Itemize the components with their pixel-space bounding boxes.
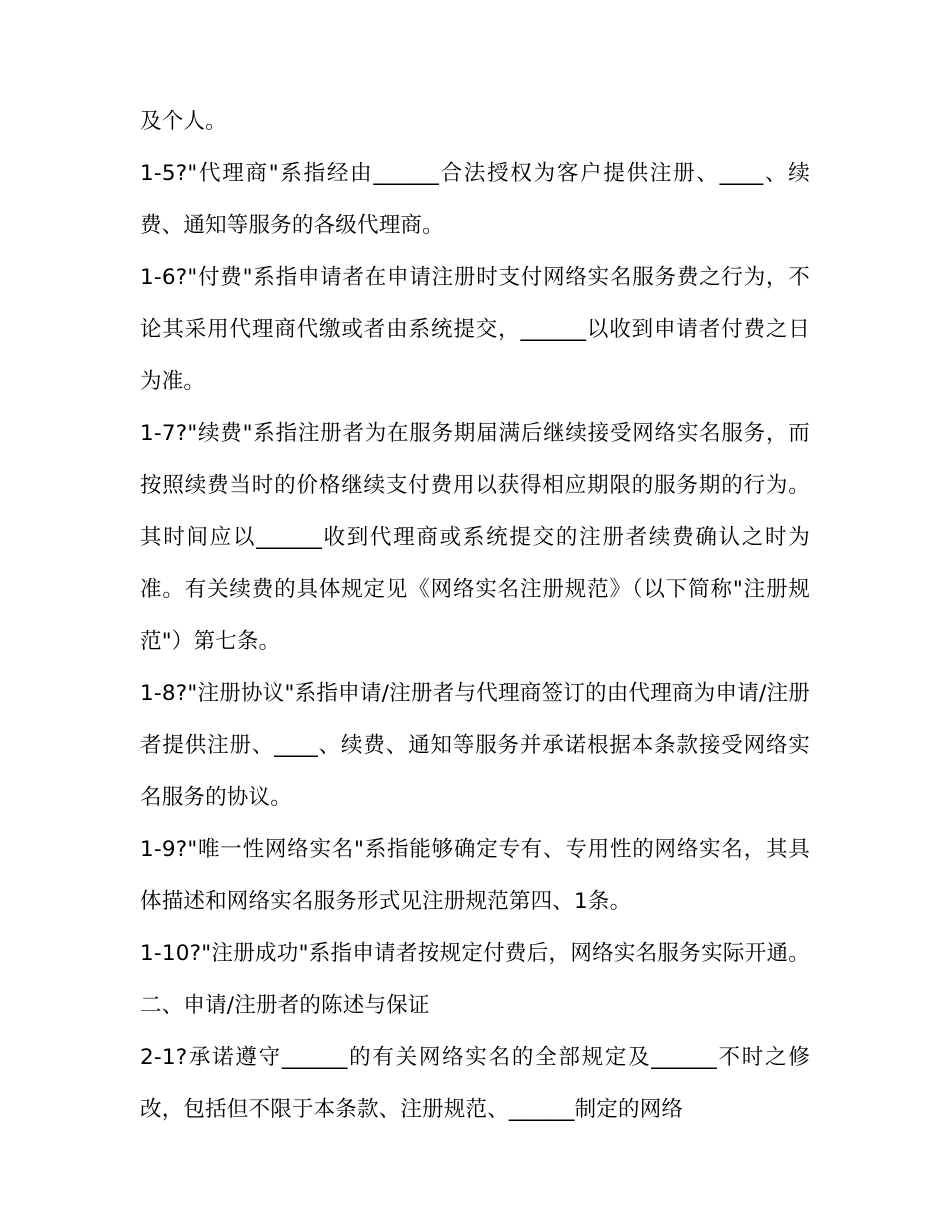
paragraph: 1-6?"付费"系指申请者在申请注册时支付网络实名服务费之行为，不论其采用代理商代缴或者由系统提交，______以收到申请者付费之日为准。 (140, 265, 810, 394)
paragraph: 1-5?"代理商"系指经由______合法授权为客户提供注册、____、续费、通知等服务的各级代理商。 (140, 161, 810, 238)
paragraph: 及个人。 (140, 109, 227, 134)
paragraph: 1-8?"注册协议"系指申请/注册者与代理商签订的由代理商为申请/注册者提供注册、____、续费、通知等服务并承诺根据本条款接受网络实名服务的协议。 (140, 681, 810, 810)
paragraph: 1-7?"续费"系指注册者为在服务期届满后继续接受网络实名服务，而按照续费当时的价格继续支付费用以获得相应期限的服务期的行为。其时间应以______收到代理商或系统提交的注册者续费确认之时为准。有关续费的具体规定见《网络实名注册规范》（以下简称"注册规范"）第七条。 (140, 421, 810, 654)
document-body (140, 96, 818, 1136)
paragraph: 1-9?"唯一性网络实名"系指能够确定专有、专用性的网络实名，其具体描述和网络实名服务形式见注册规范第四、1条。 (140, 837, 810, 914)
paragraph: 2-1?承诺遵守______的有关网络实名的全部规定及______不时之修改，包括但不限于本条款、注册规范、______制定的网络 (140, 1045, 810, 1122)
paragraph: 1-10?"注册成功"系指申请者按规定付费后，网络实名服务实际开通。 二、申请/注册者的陈述与保证 (140, 941, 818, 1018)
